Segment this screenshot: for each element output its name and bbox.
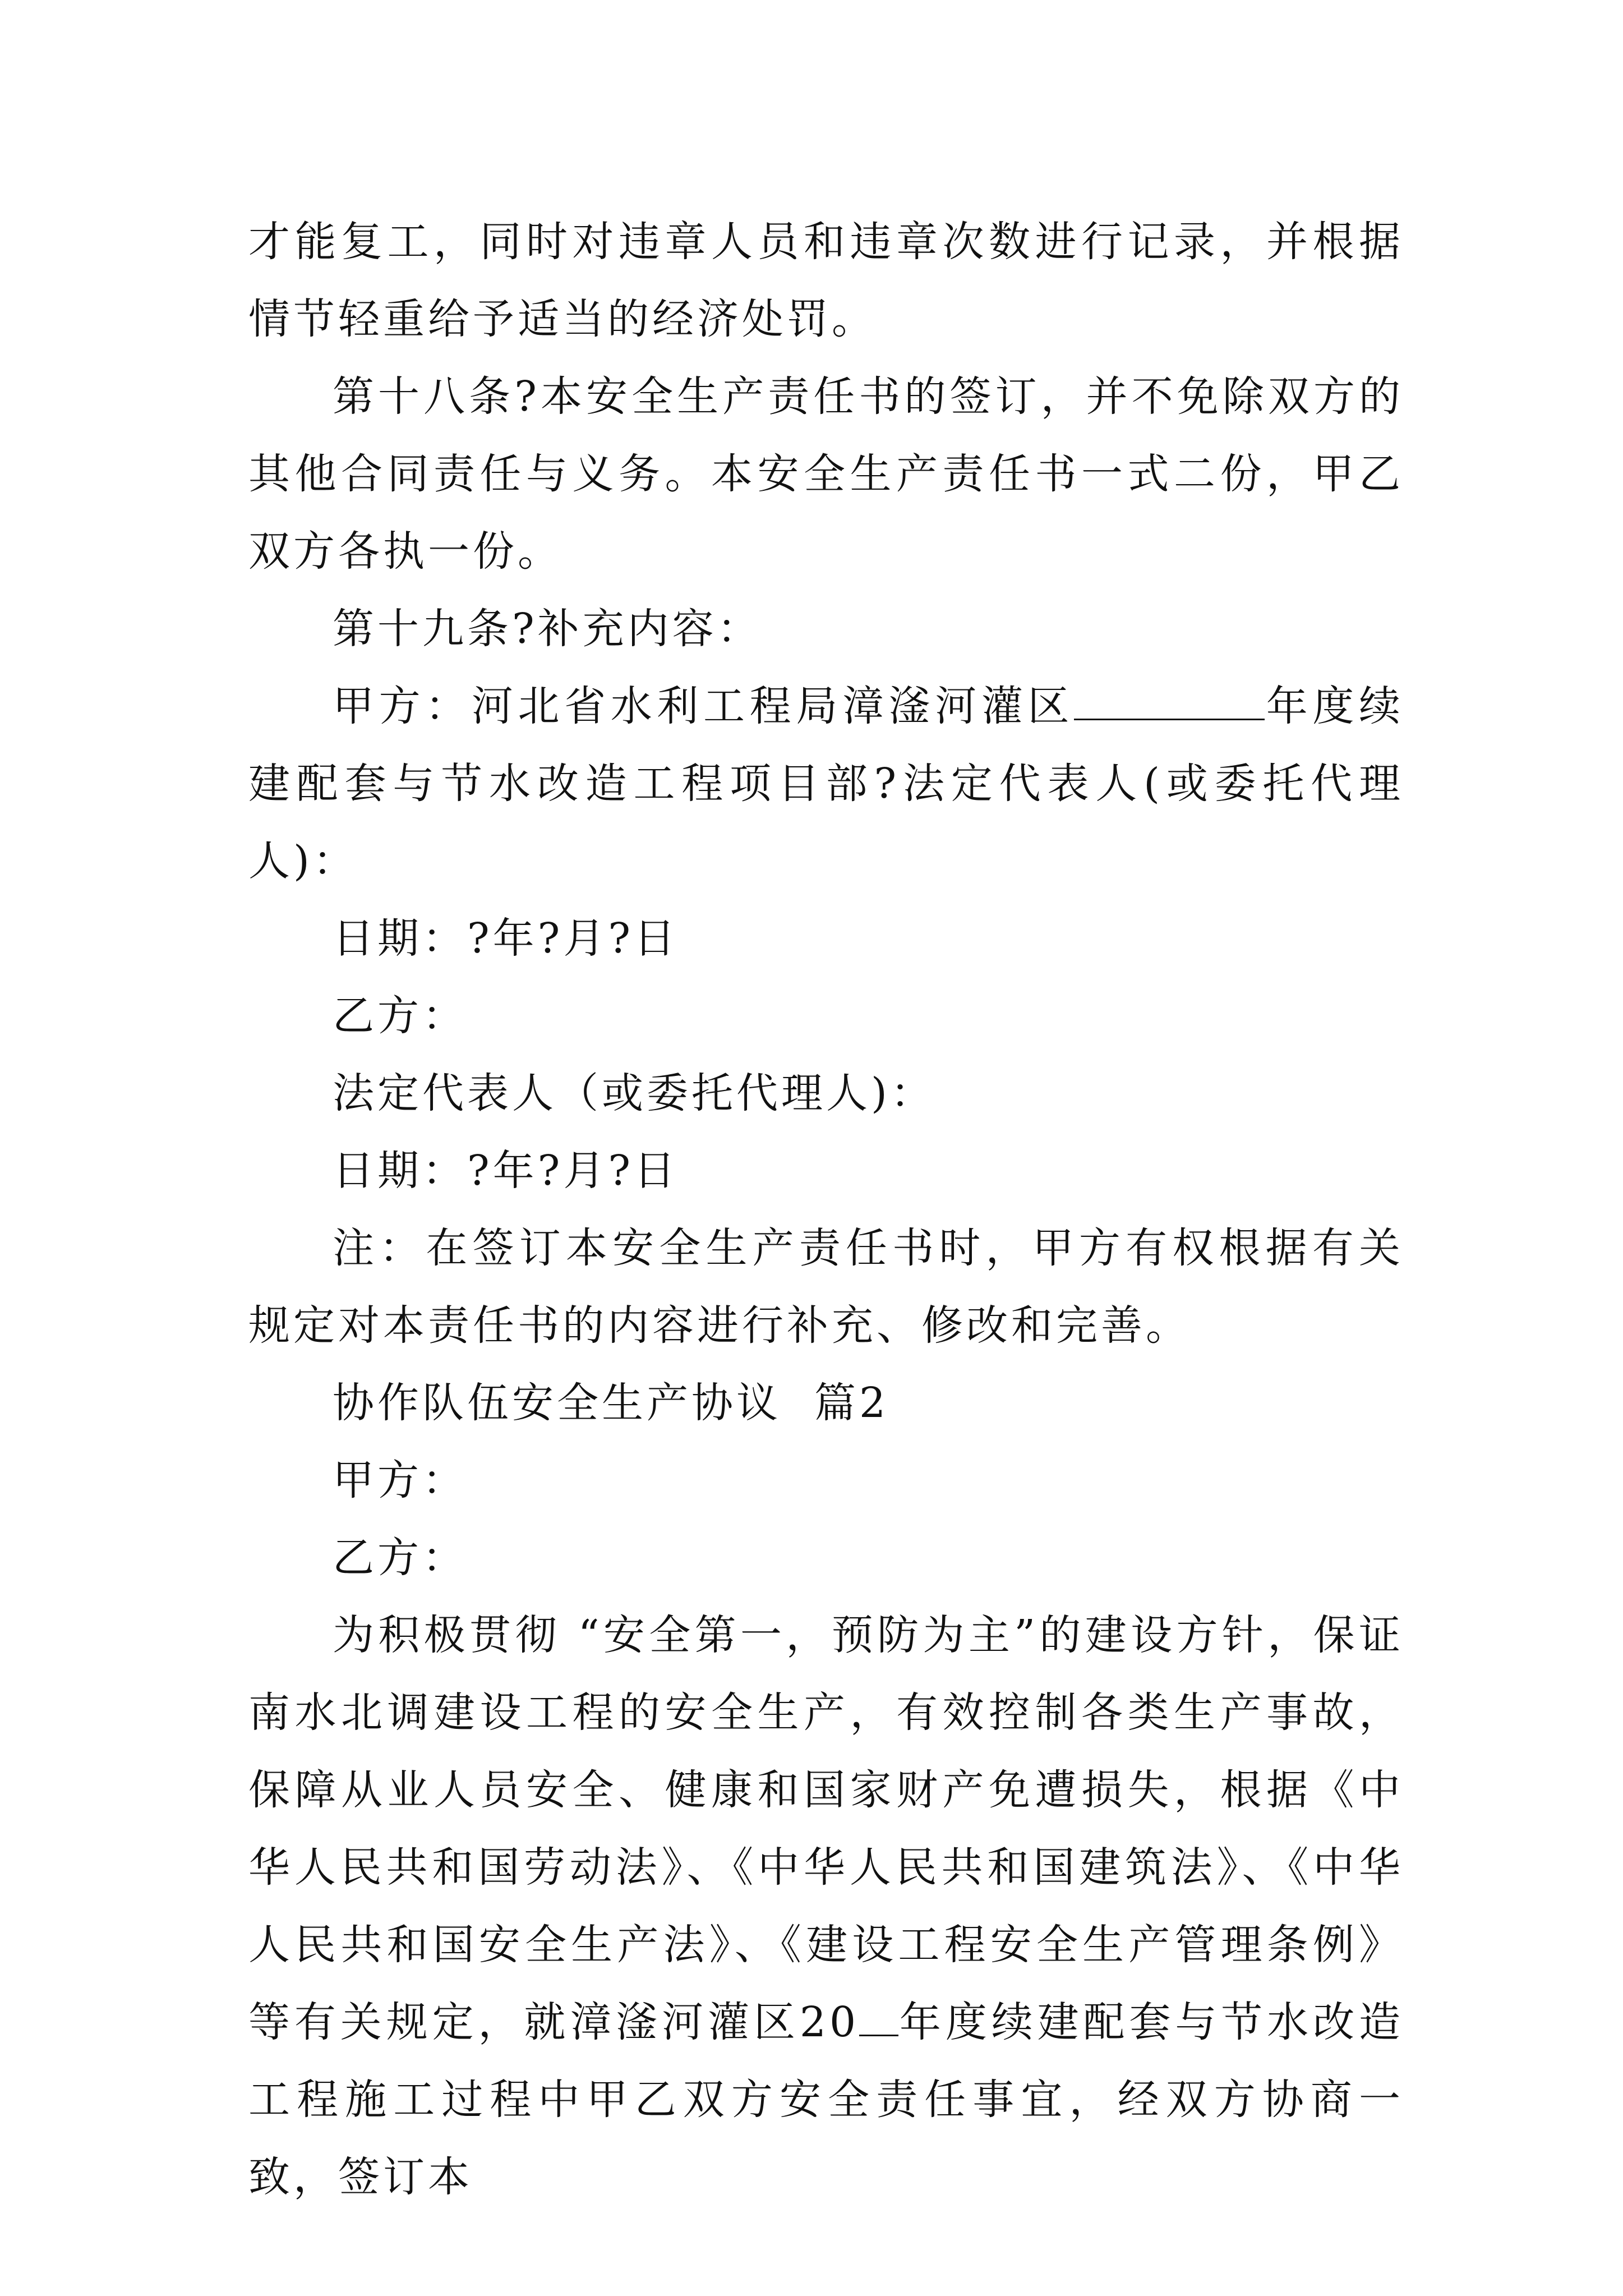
party-a-text-after: 年度续建配套与节水改造工程项目部?法定代表人(或委托代理人)： — [248, 682, 1404, 885]
paragraph-preamble — [248, 1596, 1404, 2216]
party-a-text-before: 甲方：河北省水利工程局漳滏河灌区 — [333, 682, 1075, 730]
paragraph-party-b-2: 乙方： — [333, 1534, 467, 1582]
paragraph-date-1: 日期：?年?月?日 — [333, 914, 679, 963]
paragraph-date-2: 日期：?年?月?日 — [333, 1147, 679, 1195]
year-blank-line — [1074, 685, 1265, 720]
preamble-text-after: 年度续建配套与节水改造工程施工过程中甲乙双方安全责任事宜，经双方协商一致，签订本 — [248, 1998, 1404, 2201]
paragraph-note: 注：在签订本安全生产责任书时，甲方有权根据有关规定对本责任书的内容进行补充、修改和完善。 — [248, 1224, 1404, 1350]
document-body — [248, 203, 1404, 2216]
paragraph-article-18: 第十八条?本安全生产责任书的签订，并不免除双方的其他合同责任与义务。本安全生产责任书一式二份，甲乙双方各执一份。 — [248, 372, 1404, 576]
paragraph-legal-representative: 法定代表人（或委托代理人)： — [333, 1069, 935, 1117]
paragraph-article-19: 第十九条?补充内容： — [333, 605, 762, 653]
paragraph-party-a-2: 甲方： — [333, 1456, 467, 1504]
preamble-text-before: 为积极贯彻 “安全第一，预防为主”的建设方针，保证南水北调建设工程的安全生产，有效控制各类生产事故，保障从业人员安全、健康和国家财产免遭损失，根据《中华人民共和国劳动法》、《中华人民共和国建筑法》、《中华人民共和国安全生产法》、《建设工程安全生产管理条例》等有关规定，就漳滏河灌区20 — [248, 1611, 1404, 2046]
paragraph-party-b: 乙方： — [333, 992, 467, 1040]
paragraph-party-a-signature — [248, 668, 1404, 900]
paragraph-resume-work: 才能复工，同时对违章人员和违章次数进行记录，并根据情节轻重给予适当的经济处罚。 — [248, 218, 1404, 343]
year-blank-short — [859, 2001, 898, 2036]
section-heading: 协作队伍安全生产协议 篇2 — [333, 1379, 889, 1427]
